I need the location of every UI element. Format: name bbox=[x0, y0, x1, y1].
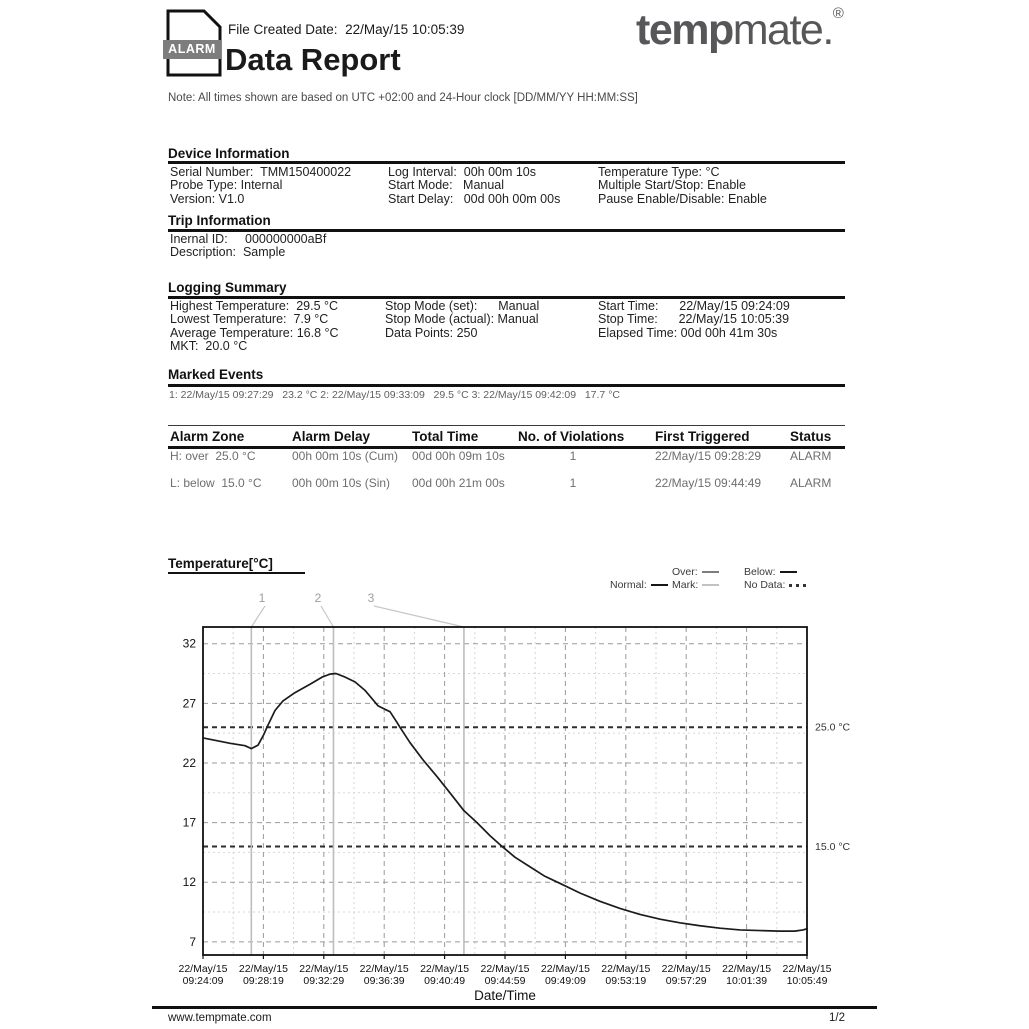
section-title-logging-summary: Logging Summary bbox=[168, 280, 287, 295]
divider bbox=[168, 161, 845, 164]
logging-summary-line: Elapsed Time: 00d 00h 41m 30s bbox=[598, 325, 778, 340]
x-axis-tick-label: 22/May/15 09:44:59 bbox=[480, 963, 530, 987]
col-header-first-triggered: First Triggered bbox=[655, 429, 750, 444]
mark-event-connector bbox=[374, 606, 464, 627]
legend-item-no-data: No Data: bbox=[744, 579, 806, 591]
footer-divider bbox=[152, 1006, 877, 1009]
marked-events-line: 1: 22/May/15 09:27:29 23.2 °C 2: 22/May/15 09:33:09 29.5 °C 3: 22/May/15 09:42:09 17.7 °C bbox=[169, 389, 620, 401]
mark-line-swatch bbox=[702, 584, 719, 586]
device-info-line: Version: V1.0 bbox=[170, 191, 245, 206]
below-line-swatch bbox=[780, 571, 797, 573]
logging-summary-line: Data Points: 250 bbox=[385, 325, 478, 340]
cell-status: ALARM bbox=[790, 449, 832, 463]
y-axis-tick-label: 32 bbox=[182, 636, 196, 651]
file-created-value: 22/May/15 10:05:39 bbox=[345, 22, 465, 37]
logging-summary-line: Stop Time: 22/May/15 10:05:39 bbox=[598, 312, 790, 327]
x-axis-tick-label: 22/May/15 09:40:49 bbox=[420, 963, 470, 987]
y-axis-tick-label: 17 bbox=[182, 815, 196, 830]
cell-alarm-delay: 00h 00m 10s (Cum) bbox=[292, 449, 399, 463]
tempmate-logo: tempmate.® bbox=[636, 5, 844, 54]
table-top-border bbox=[168, 425, 845, 426]
device-info-line: Start Mode: Manual bbox=[388, 178, 505, 193]
mark-event-connector bbox=[251, 606, 265, 627]
trip-info-line: Inernal ID: 000000000aBf bbox=[170, 232, 327, 246]
device-info-col3 bbox=[598, 166, 767, 206]
logging-summary-line: MKT: 20.0 °C bbox=[170, 338, 248, 353]
cell-first-triggered: 22/May/15 09:44:49 bbox=[655, 476, 762, 490]
threshold-label: 25.0 °C bbox=[815, 721, 851, 734]
mark-event-number: 3 bbox=[367, 591, 375, 605]
mark-event-number: 1 bbox=[258, 591, 266, 605]
temperature-chart bbox=[170, 588, 870, 1008]
col-header-total-time: Total Time bbox=[412, 429, 479, 444]
x-axis-tick-label: 22/May/15 09:24:09 bbox=[178, 963, 228, 987]
col-header-status: Status bbox=[790, 429, 832, 444]
x-axis-tick-label: 22/May/15 09:36:39 bbox=[359, 963, 409, 987]
device-info-line: Multiple Start/Stop: Enable bbox=[598, 178, 746, 193]
col-header-violations: No. of Violations bbox=[518, 429, 625, 444]
logging-summary-line: Lowest Temperature: 7.9 °C bbox=[170, 312, 329, 327]
chart-title: Temperature[°C] bbox=[168, 556, 273, 571]
cell-status: ALARM bbox=[790, 476, 832, 490]
legend-item-mark: Mark: bbox=[672, 579, 719, 591]
alarm-badge: ALARM bbox=[163, 40, 221, 59]
cell-violations: 1 bbox=[569, 476, 577, 490]
logging-summary-col1 bbox=[170, 300, 339, 353]
device-info-line: Log Interval: 00h 00m 10s bbox=[388, 165, 537, 179]
y-axis-tick-label: 12 bbox=[182, 875, 196, 890]
x-axis-tick-label: 22/May/15 10:01:39 bbox=[722, 963, 772, 987]
trip-info-line: Description: Sample bbox=[170, 245, 286, 260]
registered-mark: ® bbox=[832, 5, 844, 22]
x-axis-tick-label: 22/May/15 10:05:49 bbox=[782, 963, 832, 987]
y-axis-tick-label: 22 bbox=[182, 755, 196, 770]
legend-item-over: Over: bbox=[672, 566, 719, 578]
chart-title-underline bbox=[168, 572, 305, 574]
x-axis-tick-label: 22/May/15 09:53:19 bbox=[601, 963, 651, 987]
legend-item-normal: Normal: bbox=[610, 579, 668, 591]
logging-summary-line: Start Time: 22/May/15 09:24:09 bbox=[598, 299, 790, 313]
device-info-line: Pause Enable/Disable: Enable bbox=[598, 191, 767, 206]
y-axis-tick-label: 27 bbox=[182, 696, 196, 711]
device-info-line: Start Delay: 00d 00h 00m 00s bbox=[388, 191, 561, 206]
cell-alarm-delay: 00h 00m 10s (Sin) bbox=[292, 476, 391, 490]
section-title-device-information: Device Information bbox=[168, 146, 290, 161]
logging-summary-col2 bbox=[385, 300, 539, 340]
mark-event-connector bbox=[321, 606, 333, 627]
device-info-line: Probe Type: Internal bbox=[170, 178, 283, 193]
cell-total-time: 00d 00h 09m 10s bbox=[412, 449, 505, 463]
device-info-line: Serial Number: TMM150400022 bbox=[170, 165, 352, 179]
cell-alarm-zone: H: over 25.0 °C bbox=[170, 449, 256, 463]
col-header-alarm-zone: Alarm Zone bbox=[170, 429, 245, 444]
section-title-marked-events: Marked Events bbox=[168, 367, 264, 382]
col-header-alarm-delay: Alarm Delay bbox=[292, 429, 371, 444]
logging-summary-col3 bbox=[598, 300, 790, 340]
mark-event-number: 2 bbox=[314, 591, 322, 605]
cell-total-time: 00d 00h 21m 00s bbox=[412, 476, 505, 490]
cell-alarm-zone: L: below 15.0 °C bbox=[170, 476, 262, 490]
file-created-date bbox=[228, 22, 464, 37]
logging-summary-line: Stop Mode (actual): Manual bbox=[385, 312, 539, 327]
page-title: Data Report bbox=[225, 42, 401, 77]
device-info-col2 bbox=[388, 166, 560, 206]
x-axis-tick-label: 22/May/15 09:28:19 bbox=[238, 963, 288, 987]
device-info-col1 bbox=[170, 166, 351, 206]
file-created-label: File Created Date: bbox=[228, 22, 338, 37]
threshold-label: 15.0 °C bbox=[815, 840, 851, 853]
timezone-note: Note: All times shown are based on UTC +02:00 and 24-Hour clock [DD/MM/YY HH:MM:SS] bbox=[168, 92, 638, 104]
over-line-swatch bbox=[702, 571, 719, 573]
page-number: 1/2 bbox=[829, 1012, 845, 1024]
x-axis-tick-label: 22/May/15 09:49:09 bbox=[540, 963, 590, 987]
trip-info-block bbox=[170, 233, 326, 260]
cell-violations: 1 bbox=[569, 449, 577, 463]
logging-summary-line: Highest Temperature: 29.5 °C bbox=[170, 299, 339, 313]
normal-line-swatch bbox=[651, 584, 668, 586]
footer-url[interactable]: www.tempmate.com bbox=[168, 1012, 272, 1024]
x-axis-tick-label: 22/May/15 09:57:29 bbox=[661, 963, 711, 987]
logging-summary-line: Stop Mode (set): Manual bbox=[385, 299, 540, 313]
section-title-trip-information: Trip Information bbox=[168, 213, 271, 228]
cell-first-triggered: 22/May/15 09:28:29 bbox=[655, 449, 762, 463]
x-axis-tick-label: 22/May/15 09:32:29 bbox=[299, 963, 349, 987]
y-axis-tick-label: 7 bbox=[189, 934, 196, 949]
divider bbox=[168, 384, 845, 387]
legend-item-below: Below: bbox=[744, 566, 797, 578]
x-axis-title: Date/Time bbox=[474, 988, 536, 1003]
device-info-line: Temperature Type: °C bbox=[598, 165, 720, 179]
logging-summary-line: Average Temperature: 16.8 °C bbox=[170, 325, 339, 340]
no-data-line-swatch bbox=[789, 584, 806, 587]
